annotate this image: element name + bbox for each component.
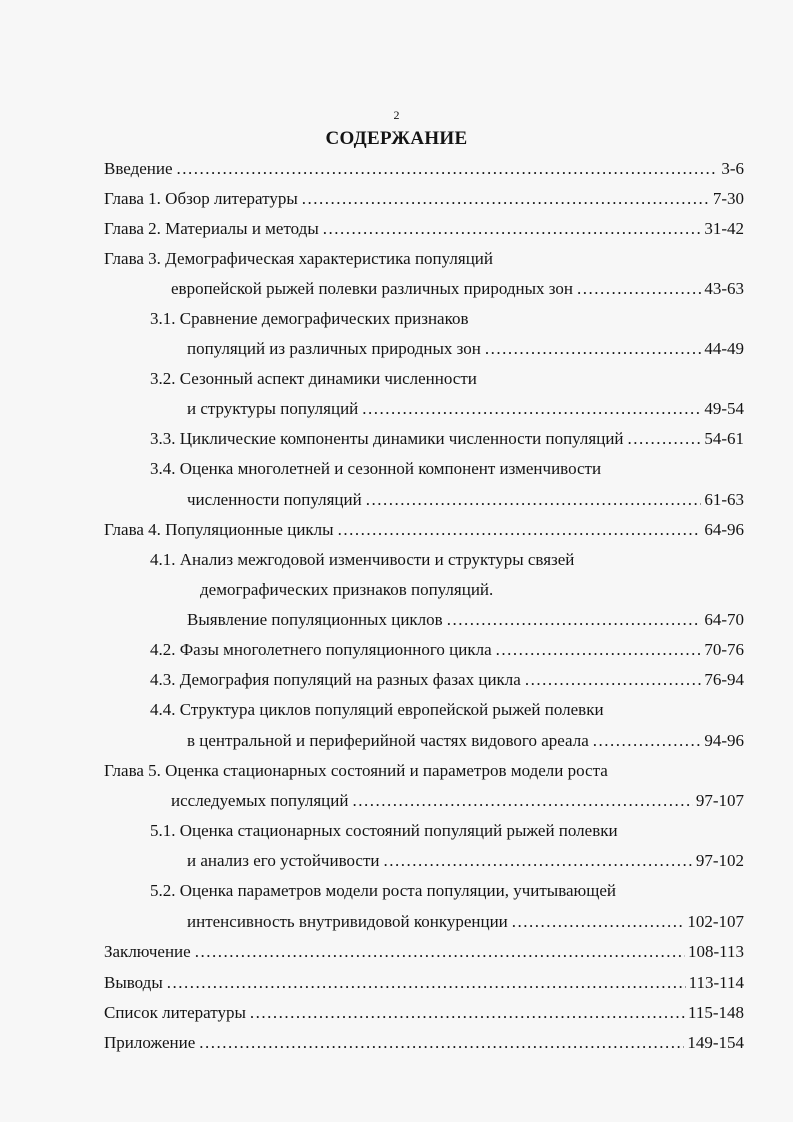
dot-leader (362, 397, 701, 421)
toc-entry-conclusion (104, 940, 744, 964)
toc-entry-pages: 3-6 (721, 159, 744, 178)
toc-entry-chapter-4 (104, 518, 744, 542)
toc-entry-text: Заключение (104, 942, 191, 961)
toc-entry-pages: 49-54 (704, 399, 744, 418)
dot-leader (250, 1001, 685, 1025)
toc-entry-3-4-line-1: 3.4. Оценка многолетней и сезонной компонент изменчивости (150, 459, 602, 478)
dot-leader (485, 337, 701, 361)
toc-entry-3-2 (187, 397, 744, 421)
toc-entry-pages: 94-96 (704, 731, 744, 750)
toc-entry-pages: 113-114 (688, 973, 744, 992)
toc-entry-pages: 64-96 (704, 520, 744, 539)
toc-entry-pages: 97-107 (695, 791, 744, 810)
toc-entry-chapter-2 (104, 217, 744, 241)
toc-entry-text: 3.3. Циклические компоненты динамики численности популяций (150, 429, 624, 448)
toc-entry-3-3 (150, 427, 744, 451)
toc-entry-chapter-5 (171, 789, 744, 813)
toc-entry-pages: 44-49 (704, 339, 744, 358)
toc-entry-pages: 43-63 (704, 279, 744, 298)
dot-leader (593, 729, 702, 753)
dot-leader (352, 789, 692, 813)
toc-entry-4-1-line-2: демографических признаков популяций. (200, 580, 494, 599)
dot-leader (628, 427, 702, 451)
toc-entry-3-4 (187, 488, 744, 512)
toc-entry-text: 4.2. Фазы многолетнего популяционного цикла (150, 640, 492, 659)
toc-entry-5-2-line-1: 5.2. Оценка параметров модели роста популяции, учитывающей (150, 881, 616, 900)
dot-leader (512, 910, 685, 934)
toc-entry-4-2 (150, 638, 744, 662)
toc-entry-chapter-3 (171, 277, 744, 301)
toc-entry-chapter-1 (104, 187, 744, 211)
dot-leader (177, 157, 719, 181)
toc-entry-4-3 (150, 668, 744, 692)
toc-entry-text: Введение (104, 159, 173, 178)
toc-entry-5-2 (187, 910, 744, 934)
toc-entry-4-4-line-1: 4.4. Структура циклов популяций европейской рыжей полевки (150, 700, 604, 719)
toc-entry-pages: 108-113 (687, 942, 744, 961)
toc-entry-4-1-line-1: 4.1. Анализ межгодовой изменчивости и структуры связей (150, 550, 575, 569)
page-title: СОДЕРЖАНИЕ (325, 128, 468, 149)
toc-entry-text: европейской рыжей полевки различных природных зон (171, 279, 573, 298)
dot-leader (577, 277, 701, 301)
toc-entry-pages: 76-94 (704, 670, 744, 689)
toc-entry-text: Выявление популяционных циклов (187, 610, 443, 629)
toc-entry-4-1 (187, 608, 744, 632)
toc-entry-3-2-line-1: 3.2. Сезонный аспект динамики численности (150, 369, 477, 388)
toc-entry-chapter-5-line-1: Глава 5. Оценка стационарных состояний и параметров модели роста (104, 761, 608, 780)
dot-leader (195, 940, 685, 964)
toc-entry-text: Приложение (104, 1033, 196, 1052)
toc-entry-3-1 (187, 337, 744, 361)
toc-entry-pages: 70-76 (704, 640, 744, 659)
toc-entry-chapter-3-line-1: Глава 3. Демографическая характеристика популяций (104, 249, 493, 268)
toc-entry-findings (104, 971, 744, 995)
toc-entry-text: Глава 1. Обзор литературы (104, 189, 298, 208)
toc-entry-4-4 (187, 729, 744, 753)
toc-entry-text: популяций из различных природных зон (187, 339, 481, 358)
toc-entry-intro (104, 157, 744, 181)
dot-leader (338, 518, 702, 542)
toc-entry-5-1-line-1: 5.1. Оценка стационарных состояний популяций рыжей полевки (150, 821, 618, 840)
toc-entry-text: Глава 4. Популяционные циклы (104, 520, 334, 539)
toc-entry-text: и структуры популяций (187, 399, 359, 418)
dot-leader (323, 217, 702, 241)
toc-entry-pages: 64-70 (704, 610, 744, 629)
toc-entry-text: численности популяций (187, 490, 362, 509)
toc-entry-pages: 149-154 (687, 1033, 744, 1052)
dot-leader (496, 638, 702, 662)
toc-entry-pages: 61-63 (704, 490, 744, 509)
dot-leader (366, 488, 702, 512)
dot-leader (199, 1031, 684, 1055)
toc-entry-text: Список литературы (104, 1003, 246, 1022)
toc-entry-text: исследуемых популяций (171, 791, 349, 810)
dot-leader (383, 849, 692, 873)
toc-entry-text: 4.3. Демография популяций на разных фазах цикла (150, 670, 521, 689)
toc-entry-appendix (104, 1031, 744, 1055)
toc-entry-pages: 31-42 (704, 219, 744, 238)
toc-entry-text: интенсивность внутривидовой конкуренции (187, 912, 508, 931)
toc-entry-pages: 102-107 (687, 912, 744, 931)
toc-entry-5-1 (187, 849, 744, 873)
toc-entry-references (104, 1001, 744, 1025)
toc-entry-3-1-line-1: 3.1. Сравнение демографических признаков (150, 309, 469, 328)
page-number: 2 (393, 108, 400, 122)
toc-entry-text: в центральной и периферийной частях видового ареала (187, 731, 589, 750)
toc-entry-pages: 97-102 (695, 851, 744, 870)
dot-leader (302, 187, 710, 211)
toc-entry-pages: 115-148 (687, 1003, 744, 1022)
dot-leader (525, 668, 701, 692)
toc-entry-text: Глава 2. Материалы и методы (104, 219, 319, 238)
toc-entry-text: Выводы (104, 973, 163, 992)
toc-entry-pages: 7-30 (712, 189, 744, 208)
dot-leader (447, 608, 702, 632)
toc-entry-pages: 54-61 (704, 429, 744, 448)
toc-entry-text: и анализ его устойчивости (187, 851, 380, 870)
dot-leader (167, 971, 686, 995)
